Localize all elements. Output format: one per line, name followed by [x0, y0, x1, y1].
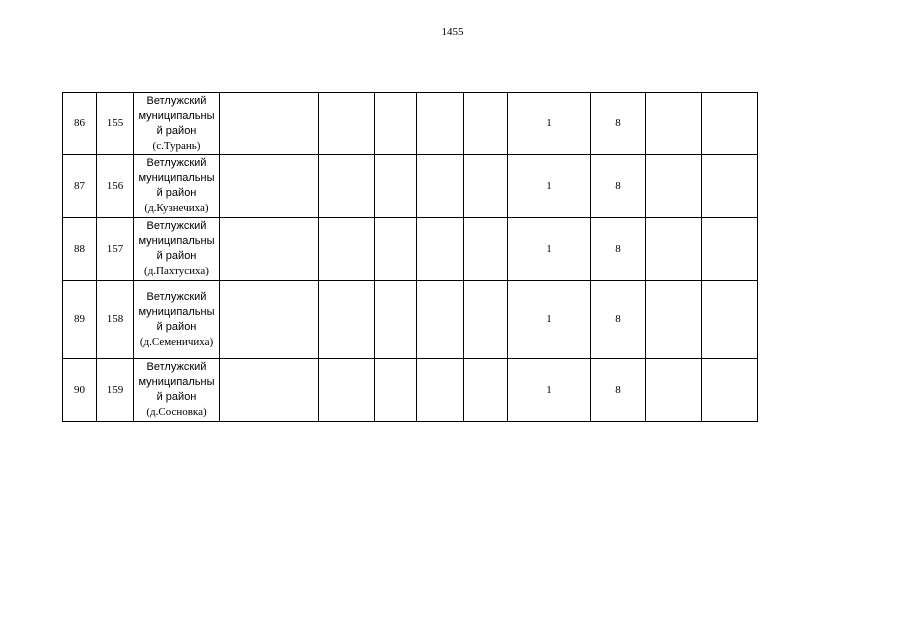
value-b-cell: 8 — [591, 93, 646, 155]
district-name-line: Ветлужский — [146, 220, 207, 232]
row-code: 155 — [97, 93, 134, 155]
empty-cell — [319, 359, 375, 422]
value-a-cell: 1 — [508, 93, 591, 155]
district-name-line: й район — [156, 124, 197, 137]
empty-cell — [375, 218, 417, 281]
empty-cell — [646, 218, 702, 281]
settlement-name: (д.Пахтусиха) — [144, 265, 209, 277]
table-row — [63, 93, 758, 155]
district-name-cell — [134, 218, 220, 281]
empty-cell — [417, 359, 464, 422]
district-name-line: й район — [156, 320, 197, 333]
page-number: 1455 — [441, 26, 464, 38]
value-b-cell: 8 — [591, 281, 646, 359]
row-number: 88 — [63, 218, 97, 281]
value-a-cell: 1 — [508, 281, 591, 359]
empty-cell — [220, 359, 319, 422]
district-name-line: муниципальны — [138, 305, 215, 318]
district-name-line: й район — [156, 391, 197, 403]
data-table — [62, 92, 758, 422]
row-code: 159 — [97, 359, 134, 422]
district-name-cell — [134, 93, 220, 155]
settlement-name: (д.Сосновка) — [146, 406, 207, 418]
empty-cell — [702, 218, 758, 281]
district-name-line: Ветлужский — [146, 94, 207, 107]
district-name-line: й район — [156, 187, 197, 199]
value-b-cell: 8 — [591, 155, 646, 218]
empty-cell — [702, 359, 758, 422]
empty-cell — [702, 155, 758, 218]
empty-cell — [464, 93, 508, 155]
empty-cell — [375, 155, 417, 218]
empty-cell — [375, 93, 417, 155]
row-code: 157 — [97, 218, 134, 281]
empty-cell — [220, 281, 319, 359]
table-row — [63, 281, 758, 359]
empty-cell — [417, 93, 464, 155]
settlement-name: (д.Кузнечиха) — [144, 202, 209, 214]
settlement-name: (с.Турань) — [152, 139, 201, 152]
row-number: 87 — [63, 155, 97, 218]
district-name-line: й район — [156, 250, 197, 262]
empty-cell — [319, 218, 375, 281]
row-code: 156 — [97, 155, 134, 218]
empty-cell — [319, 93, 375, 155]
empty-cell — [375, 359, 417, 422]
value-a-cell: 1 — [508, 155, 591, 218]
value-b-cell: 8 — [591, 218, 646, 281]
empty-cell — [646, 281, 702, 359]
empty-cell — [417, 155, 464, 218]
district-name-line: муниципальны — [138, 235, 215, 247]
empty-cell — [646, 155, 702, 218]
empty-cell — [646, 93, 702, 155]
empty-cell — [464, 155, 508, 218]
empty-cell — [464, 359, 508, 422]
district-name-line: муниципальны — [138, 376, 215, 388]
table-row — [63, 218, 758, 281]
row-number: 90 — [63, 359, 97, 422]
empty-cell — [220, 93, 319, 155]
empty-cell — [417, 281, 464, 359]
empty-cell — [702, 93, 758, 155]
empty-cell — [702, 281, 758, 359]
district-name-cell — [134, 359, 220, 422]
district-name-cell — [134, 281, 220, 359]
district-name-line: муниципальны — [138, 109, 215, 122]
row-number: 86 — [63, 93, 97, 155]
table-row — [63, 359, 758, 422]
row-number: 89 — [63, 281, 97, 359]
empty-cell — [319, 155, 375, 218]
table-row — [63, 155, 758, 218]
value-a-cell: 1 — [508, 218, 591, 281]
settlement-name: (д.Семеничиха) — [139, 335, 214, 348]
value-a-cell: 1 — [508, 359, 591, 422]
district-name-line: Ветлужский — [146, 157, 207, 169]
empty-cell — [319, 281, 375, 359]
empty-cell — [464, 281, 508, 359]
district-name-cell — [134, 155, 220, 218]
district-name-line: Ветлужский — [146, 290, 207, 303]
empty-cell — [417, 218, 464, 281]
empty-cell — [220, 155, 319, 218]
empty-cell — [375, 281, 417, 359]
empty-cell — [464, 218, 508, 281]
district-name-line: Ветлужский — [146, 361, 207, 373]
row-code: 158 — [97, 281, 134, 359]
district-name-line: муниципальны — [138, 172, 215, 184]
table-body — [63, 93, 758, 422]
empty-cell — [646, 359, 702, 422]
value-b-cell: 8 — [591, 359, 646, 422]
empty-cell — [220, 218, 319, 281]
